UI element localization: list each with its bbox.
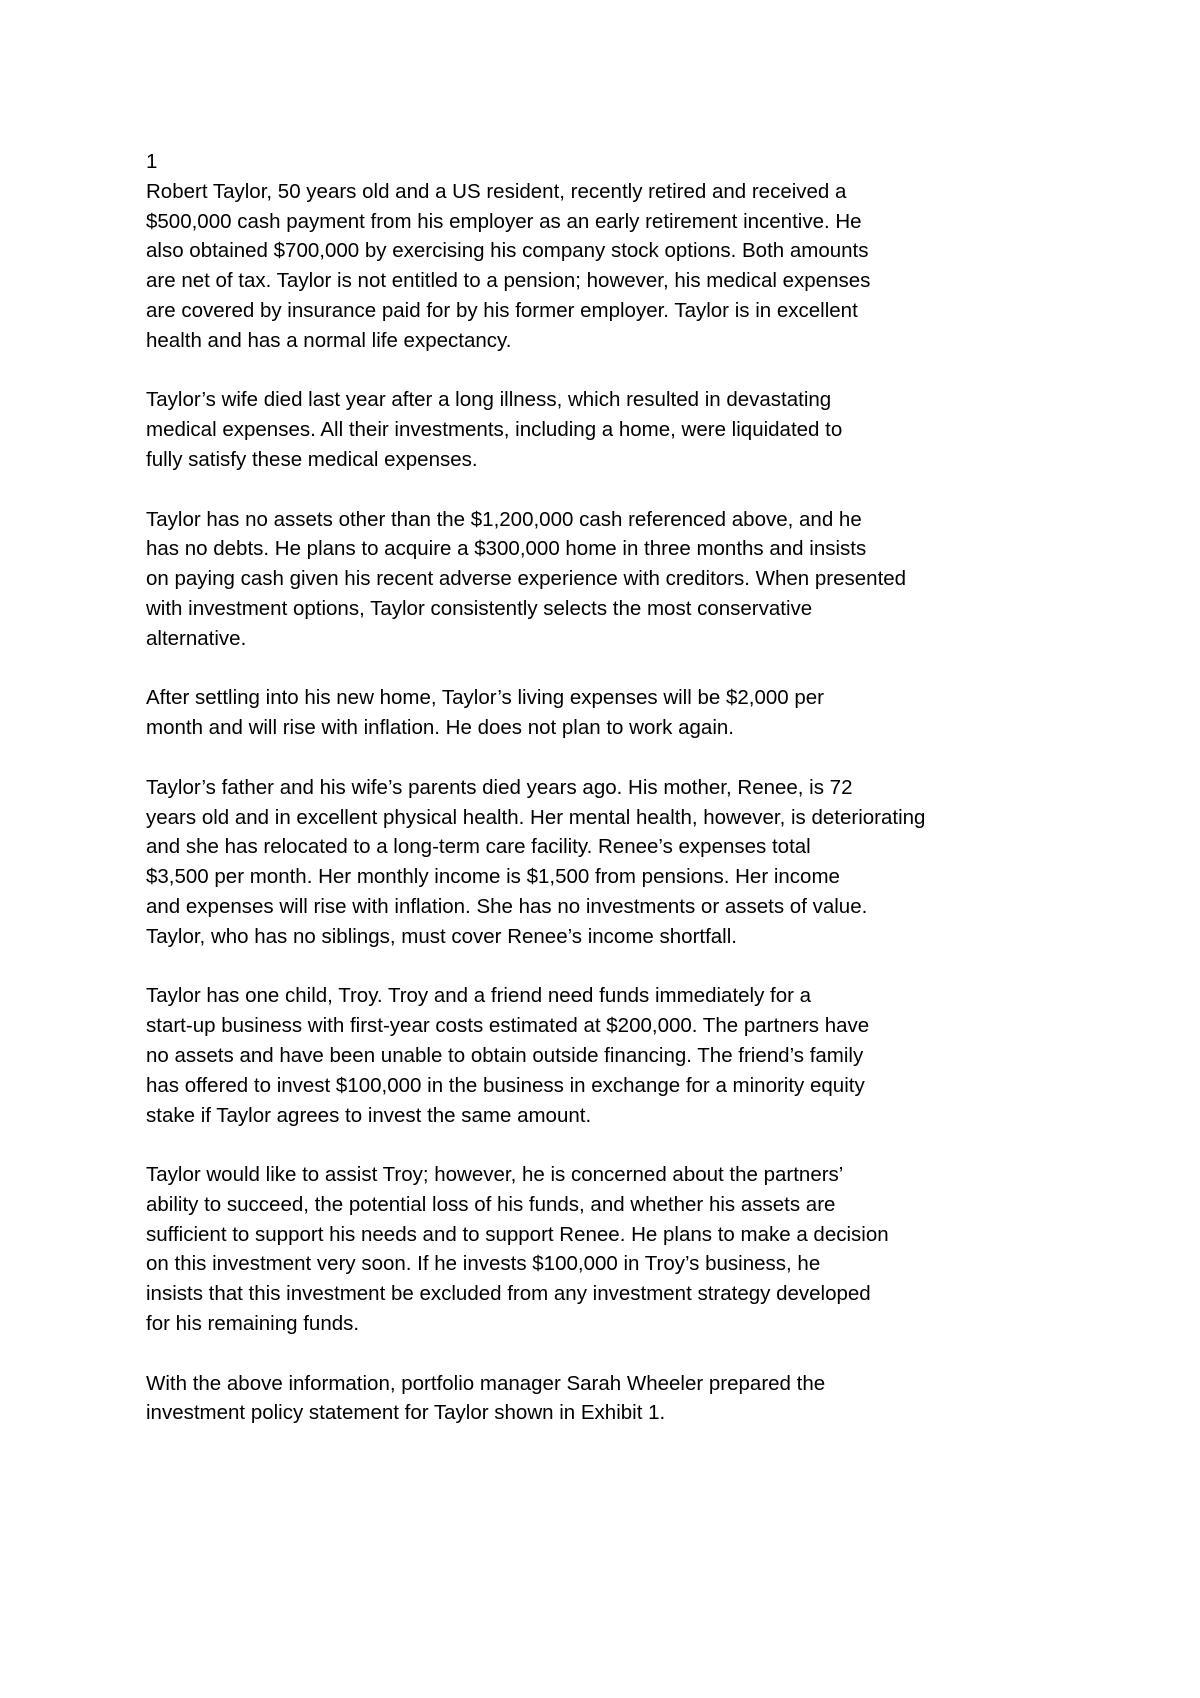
paragraph bbox=[146, 385, 1046, 474]
text-line: on this investment very soon. If he invests $100,000 in Troy’s business, he bbox=[146, 1252, 821, 1276]
text-line: no assets and have been unable to obtain outside financing. The friend’s family bbox=[146, 1043, 864, 1067]
text-line: $500,000 cash payment from his employer as an early retirement incentive. He bbox=[146, 209, 862, 233]
paragraph bbox=[146, 177, 1046, 356]
text-line: also obtained $700,000 by exercising his company stock options. Both amounts bbox=[146, 239, 869, 263]
text-line: are net of tax. Taylor is not entitled to a pension; however, his medical expenses bbox=[146, 269, 871, 293]
text-line: on paying cash given his recent adverse experience with creditors. When presented bbox=[146, 567, 907, 591]
text-line: for his remaining funds. bbox=[146, 1312, 360, 1336]
text-line: has offered to invest $100,000 in the business in exchange for a minority equity bbox=[146, 1073, 865, 1097]
paragraph bbox=[146, 981, 1046, 1130]
text-line: medical expenses. All their investments, including a home, were liquidated to bbox=[146, 418, 843, 442]
paragraph bbox=[146, 1369, 1046, 1429]
text-line: With the above information, portfolio manager Sarah Wheeler prepared the bbox=[146, 1371, 826, 1395]
text-line: Robert Taylor, 50 years old and a US resident, recently retired and received a bbox=[146, 179, 847, 203]
document-page bbox=[146, 147, 1046, 1458]
text-line: Taylor, who has no siblings, must cover Renee’s income shortfall. bbox=[146, 924, 737, 948]
paragraph bbox=[146, 1160, 1046, 1339]
document-body bbox=[146, 177, 1046, 1428]
text-line: investment policy statement for Taylor shown in Exhibit 1. bbox=[146, 1401, 666, 1425]
text-line: years old and in excellent physical health. Her mental health, however, is deteriorating bbox=[146, 805, 926, 829]
text-line: with investment options, Taylor consistently selects the most conservative bbox=[146, 596, 813, 620]
text-line: After settling into his new home, Taylor’s living expenses will be $2,000 per bbox=[146, 686, 825, 710]
text-line: stake if Taylor agrees to invest the same amount. bbox=[146, 1103, 592, 1127]
text-line: and she has relocated to a long-term care facility. Renee’s expenses total bbox=[146, 835, 811, 859]
text-line: $3,500 per month. Her monthly income is $1,500 from pensions. Her income bbox=[146, 865, 840, 889]
text-line: fully satisfy these medical expenses. bbox=[146, 447, 478, 471]
text-line: start-up business with first-year costs estimated at $200,000. The partners have bbox=[146, 1014, 870, 1038]
page-number: 1 bbox=[146, 150, 158, 173]
text-line: health and has a normal life expectancy. bbox=[146, 328, 512, 352]
text-line: Taylor has no assets other than the $1,200,000 cash referenced above, and he bbox=[146, 507, 862, 531]
paragraph bbox=[146, 505, 1046, 654]
text-line: Taylor’s father and his wife’s parents died years ago. His mother, Renee, is 72 bbox=[146, 775, 853, 799]
text-line: Taylor would like to assist Troy; however, he is concerned about the partners’ bbox=[146, 1163, 844, 1187]
text-line: month and will rise with inflation. He does not plan to work again. bbox=[146, 716, 734, 740]
text-line: Taylor has one child, Troy. Troy and a friend need funds immediately for a bbox=[146, 984, 812, 1008]
text-line: alternative. bbox=[146, 626, 247, 650]
text-line: Taylor’s wife died last year after a long illness, which resulted in devastating bbox=[146, 388, 832, 412]
text-line: ability to succeed, the potential loss of his funds, and whether his assets are bbox=[146, 1192, 836, 1216]
text-line: sufficient to support his needs and to support Renee. He plans to make a decision bbox=[146, 1222, 889, 1246]
text-line: insists that this investment be excluded from any investment strategy developed bbox=[146, 1282, 871, 1306]
text-line: are covered by insurance paid for by his former employer. Taylor is in excellent bbox=[146, 298, 858, 322]
text-line: has no debts. He plans to acquire a $300,000 home in three months and insists bbox=[146, 537, 867, 561]
text-line: and expenses will rise with inflation. She has no investments or assets of value. bbox=[146, 894, 868, 918]
paragraph bbox=[146, 773, 1046, 952]
paragraph bbox=[146, 683, 1046, 743]
